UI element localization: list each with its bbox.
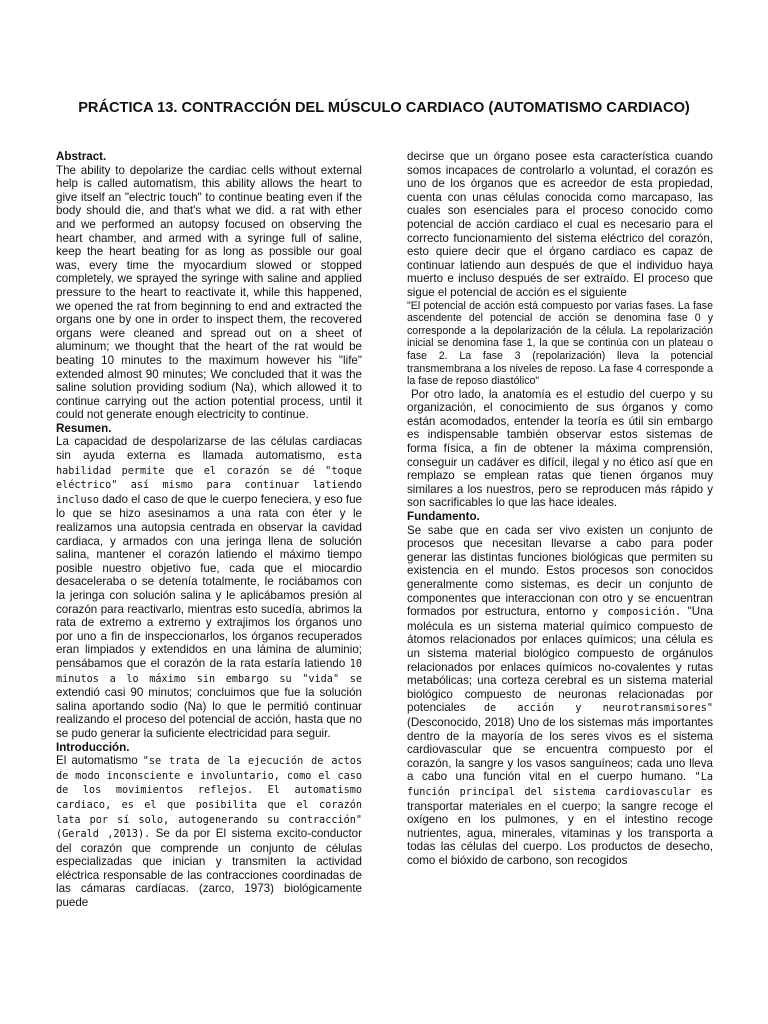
right-column — [407, 150, 713, 867]
abstract-heading: Abstract. — [56, 150, 107, 163]
resumen-text-mono: esta habilidad permite que el corazón se dé "toque eléctrico" así mismo para continuar latiendo incluso — [56, 451, 362, 506]
resumen-text: La capacidad de despolarizarse de las células cardiacas sin ayuda externa es llamada automatismo, — [56, 435, 362, 463]
resumen-section — [56, 422, 362, 741]
abstract-section — [56, 150, 362, 422]
fundamento-heading: Fundamento. — [407, 510, 480, 524]
resumen-text: dado el caso de que le cuerpo feneciera, y eso fue lo que se hizo asesinamos a una rata con éter y le realizamos una autopsia centrada en observar la cavidad cardiaca, y armados con una jeringa llena de solución salina, mantener el corazón latiendo el máximo tiempo posible nuestro objetivo fue, cada que el miocardio desaceleraba o se detenía totalmente, le rociábamos con la jeringa con solución salina y le aplicábamos presión al corazón para reactivarlo, mientras esto sucedía, abrimos la rata de extremo a extremo y extrajimos los órganos uno por uno a fin de inspeccionarlos, los órganos recuperados eran limpiados y extendidos en una lámina de aluminio; pensábamos que el corazón de la rata estaría latiendo — [56, 492, 362, 670]
intro-continued: decirse que un órgano posee esta característica cuando somos incapaces de controlarlo a voluntad, el corazón es uno de los órganos que es acreedor de esta propiedad, cuenta con unas células conocida como marcapaso, las cuales son esenciales para el proceso conocido como potencial de acción cardiaco el cual es necesario para el correcto funcionamiento del sistema eléctrico del corazón, esto quiere decir que el órgano cardiaco es capaz de continuar latiendo aun después de que el individuo haya muerto e incluso después de ser extraído. El proceso que sigue el potencial de acción es el siguiente — [407, 150, 713, 299]
intro-text: El automatismo — [56, 754, 143, 768]
fundamento-text-mono: de acción y neurotransmisores" — [483, 703, 713, 715]
abstract-text: The ability to depolarize the cardiac cells without external help is called automatism, this ability allows the heart to give itself an "electric touch" to continue beating even if the body should die, and that's what we did. a rat with ether and we performed an autopsy focused on observing the heart chamber, and armed with a syringe full of saline, keep the heart beating for as long as possible our goal was, every time the myocardium slowed or stopped completely, we sprayed the syringe with saline and applied pressure to the heart to reactivate it, while this happened, we opened the rat from beginning to end and extracted the organs one by one in order to inspect them, the recovered organs were cleaned and spread out on a sheet of aluminum; we thought that the heart of the rat would be beating 10 minutes to the maximum however his "life" extended almost 90 minutes; We concluded that it was the saline solution providing sodium (Na), which allowed it to continue carrying out the action potential process, until it could not generate enough electricity to continue. — [56, 163, 362, 422]
resumen-text: extendió casi 90 minutos; concluimos que fue la solución salina aportando sodio (Na) lo que le permitió continuar realizando el proceso del potencial de acción, hasta que no se pudo generar la suficiente electricidad para seguir. — [56, 686, 362, 740]
fundamento-text-mono: "La función principal del sistema cardiovascular es — [407, 772, 713, 798]
action-potential-quote: "El potencial de acción está compuesto por varias fases. La fase ascendente del potencial de acción se denomina fase 0 y corresponde a la depolarización de la célula. La repolarización inicial se denomina fase 1, la que se continúa con un plateau o fase 2. La fase 3 (repolarización) lleva la potencial transmembrana a los niveles de reposo. La fase 4 corresponde a la fase de reposo diastólico" — [407, 299, 713, 388]
intro-quote: "se trata de la ejecución de actos de modo inconsciente e involuntario, como el caso de los movimientos reflejos. El automatismo cardiaco, es el que posibilita que el corazón lata por sí solo, autogenerando su contracción" (Gerald ,2013). — [56, 756, 362, 841]
fundamento-text-mono: y composición. — [592, 607, 682, 619]
fundamento-text: transportar materiales en el cuerpo; la sangre recoge el oxígeno en los pulmones, y en el intestino recoge nutrientes, agua, minerales, vitaminas y los transporta a todas las células del cuerpo. Los productos de desecho, como el bióxido de carbono, son recogidos — [407, 799, 713, 867]
intro-section — [56, 741, 362, 910]
fundamento-section — [407, 510, 713, 867]
fundamento-text: "Una molécula es un sistema material químico compuesto de átomos relacionados por enlaces químicos; una célula es un sistema material biológico compuesto de orgánulos relacionados por enlaces químicos no-covalentes y rutas metabólicas; una corteza cerebral es un sistema material biológico compuesto de neuronas relacionadas por potenciales — [407, 605, 714, 715]
resumen-text-mono: 10 minutos a lo máximo sin embargo su "vida" se — [56, 658, 362, 685]
intro-text: Se da por El sistema excito-conductor del corazón que comprende un conjunto de células especializadas que inician y transmiten la actividad eléctrica responsable de las contracciones coordinadas de las cámaras cardíacas. (zarco, 1973) biológicamente puede — [56, 827, 362, 910]
intro-heading: Introducción. — [56, 740, 130, 754]
resumen-heading: Resumen. — [56, 421, 112, 435]
fundamento-text: (Desconocido, 2018) Uno de los sistemas más importantes dentro de la mayoría de los seres vivos es el sistema cardiovascular que se encuentra compuesto por el corazón, la sangre y los vasos sanguíneos; cada uno lleva a cabo una función vital en el cuerpo humano. — [407, 715, 713, 784]
fundamento-text: Se sabe que en cada ser vivo existen un conjunto de procesos que necesitan llevarse a cabo para poder generar las distintas funciones biológicas que permiten su existencia en el mundo. Estos procesos son conocidos generalmente como sistemas, es decir un conjunto de componentes que interaccionan con otro y se encuentran formados por estructura, entorno — [407, 523, 713, 619]
page-title: PRÁCTICA 13. CONTRACCIÓN DEL MÚSCULO CARDIACO (AUTOMATISMO CARDIACO) — [78, 100, 690, 116]
left-column — [56, 150, 362, 910]
anatomy-paragraph: Por otro lado, la anatomía es el estudio del cuerpo y su organización, el conocimiento de sus órganos y como están acomodados, entender la teoría es útil sin embargo es indispensable también observar estos sistemas de forma física, a fin de obtener la máxima comprensión, conseguir un cadáver es difícil, ilegal y no ético así que en remplazo se emplean ratas que tienen órganos muy similares a los nuestros, pero se reproducen más rápido y son sacrificables lo que las hace ideales. — [407, 387, 713, 510]
